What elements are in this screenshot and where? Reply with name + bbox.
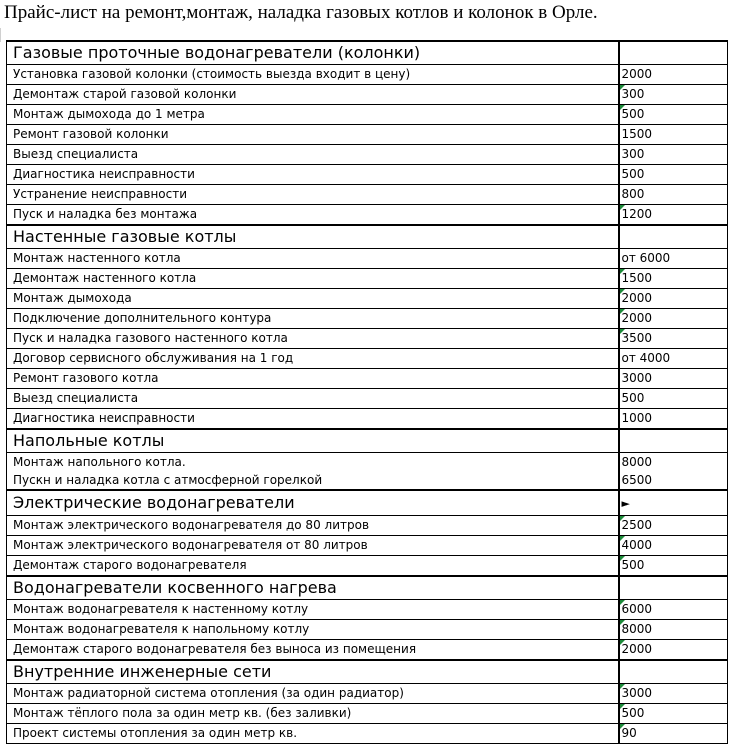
- section-heading[interactable]: Газовые проточные водонагреватели (колонки): [7, 41, 619, 65]
- section-header-row: [7, 490, 728, 516]
- table-row: [7, 704, 728, 724]
- price-cell[interactable]: [619, 105, 728, 125]
- price-value: 90: [621, 726, 637, 740]
- service-name-cell[interactable]: Проект системы отопления за один метр кв.: [7, 724, 619, 744]
- price-value: 500: [621, 558, 645, 572]
- table-row: [7, 165, 728, 185]
- price-value: от 4000: [621, 351, 671, 365]
- section-heading[interactable]: Настенные газовые котлы: [7, 225, 619, 249]
- price-cell[interactable]: [619, 205, 728, 226]
- service-name-cell[interactable]: Пуск и наладка газового настенного котла: [7, 329, 619, 349]
- price-value: 3000: [621, 371, 653, 385]
- section-heading-price-cell[interactable]: [619, 490, 728, 516]
- price-cell[interactable]: [619, 269, 728, 289]
- price-value: 2500: [621, 518, 653, 532]
- table-row: [7, 369, 728, 389]
- error-indicator-icon: [620, 536, 625, 541]
- error-indicator-icon: [620, 640, 625, 645]
- service-name-cell[interactable]: Монтаж дымохода до 1 метра: [7, 105, 619, 125]
- price-value: 3500: [621, 331, 653, 345]
- price-value: 8000: [621, 455, 653, 469]
- price-value: 8000: [621, 622, 653, 636]
- service-name-cell[interactable]: Монтаж радиаторной система отопления (за один радиатор): [7, 684, 619, 704]
- price-cell[interactable]: [619, 369, 728, 389]
- price-value: 500: [621, 107, 645, 121]
- error-indicator-icon: [620, 85, 625, 90]
- service-name-cell[interactable]: Монтаж дымохода: [7, 289, 619, 309]
- price-cell[interactable]: [619, 640, 728, 661]
- price-value: 6500: [621, 473, 653, 487]
- price-value: 1500: [621, 271, 653, 285]
- service-name-cell[interactable]: Монтаж водонагревателя к напольному котлу: [7, 620, 619, 640]
- table-row: [7, 349, 728, 369]
- section-heading-price-cell[interactable]: [619, 429, 728, 453]
- price-value: 6000: [621, 602, 653, 616]
- price-value: 800: [621, 187, 645, 201]
- service-name-cell[interactable]: Демонтаж старого водонагревателя без выноса из помещения: [7, 640, 619, 661]
- service-name-cell[interactable]: Выезд специалиста: [7, 145, 619, 165]
- section-heading[interactable]: Напольные котлы: [7, 429, 619, 453]
- price-cell[interactable]: [619, 125, 728, 145]
- section-header-row: [7, 429, 728, 453]
- price-value: 2000: [621, 311, 653, 325]
- error-indicator-icon: [620, 269, 625, 274]
- price-value: 1500: [621, 127, 653, 141]
- service-name-cell[interactable]: Ремонт газового котла: [7, 369, 619, 389]
- service-name-cell[interactable]: Монтаж электрического водонагревателя от 80 литров: [7, 536, 619, 556]
- table-row: [7, 684, 728, 704]
- service-name-cell[interactable]: Подключение дополнительного контура: [7, 309, 619, 329]
- price-value: 300: [621, 147, 645, 161]
- price-cell[interactable]: [619, 516, 728, 536]
- service-name-cell[interactable]: Ремонт газовой колонки: [7, 125, 619, 145]
- section-heading[interactable]: Электрические водонагреватели: [7, 490, 619, 516]
- section-header-row: [7, 576, 728, 600]
- section-heading-price-cell[interactable]: [619, 576, 728, 600]
- price-cell[interactable]: [619, 85, 728, 105]
- error-indicator-icon: [620, 556, 625, 561]
- service-name-cell[interactable]: [7, 453, 619, 491]
- price-cell[interactable]: [619, 309, 728, 329]
- table-row: [7, 724, 728, 744]
- section-heading-price-cell[interactable]: [619, 660, 728, 684]
- service-name-cell[interactable]: Выезд специалиста: [7, 389, 619, 409]
- price-value: 2000: [621, 67, 653, 81]
- section-header-row: [7, 41, 728, 65]
- price-value: от 6000: [621, 251, 671, 265]
- price-cell[interactable]: [619, 704, 728, 724]
- price-value: 2000: [621, 291, 653, 305]
- price-value: 3000: [621, 686, 653, 700]
- section-heading[interactable]: Внутренние инженерные сети: [7, 660, 619, 684]
- price-cell[interactable]: [619, 145, 728, 165]
- service-name-cell[interactable]: Демонтаж старого водонагревателя: [7, 556, 619, 577]
- service-name-cell[interactable]: Диагностика неисправности: [7, 409, 619, 430]
- table-row: [7, 145, 728, 165]
- price-value: 2000: [621, 642, 653, 656]
- table-row: [7, 620, 728, 640]
- price-value: 300: [621, 87, 645, 101]
- price-value: 1000: [621, 411, 653, 425]
- error-indicator-icon: [620, 684, 625, 689]
- table-row: [7, 600, 728, 620]
- price-value: 1200: [621, 207, 653, 221]
- price-value: 500: [621, 391, 645, 405]
- comment-indicator-icon: ►: [621, 497, 630, 510]
- price-cell[interactable]: [619, 556, 728, 577]
- price-cell[interactable]: [619, 65, 728, 85]
- service-name-line: Монтаж напольного котла.: [13, 455, 186, 469]
- service-name-cell[interactable]: Пуск и наладка без монтажа: [7, 205, 619, 226]
- service-name-cell[interactable]: Устранение неисправности: [7, 185, 619, 205]
- error-indicator-icon: [620, 205, 625, 210]
- service-name-cell[interactable]: Демонтаж старой газовой колонки: [7, 85, 619, 105]
- error-indicator-icon: [620, 724, 625, 729]
- price-cell[interactable]: [619, 536, 728, 556]
- table-row: [7, 289, 728, 309]
- price-cell[interactable]: [619, 329, 728, 349]
- section-heading-price-cell[interactable]: [619, 41, 728, 65]
- table-row: [7, 536, 728, 556]
- price-value: 500: [621, 167, 645, 181]
- error-indicator-icon: [620, 704, 625, 709]
- table-row: [7, 105, 728, 125]
- service-name-cell[interactable]: Монтаж тёплого пола за один метр кв. (без заливки): [7, 704, 619, 724]
- section-heading-price-cell[interactable]: [619, 225, 728, 249]
- table-row: [7, 640, 728, 661]
- table-row: [7, 85, 728, 105]
- price-cell[interactable]: [619, 409, 728, 430]
- page-title: Прайс-лист на ремонт,монтаж, наладка газовых котлов и колонок в Орле.: [4, 2, 598, 23]
- service-name-cell[interactable]: Демонтаж настенного котла: [7, 269, 619, 289]
- price-cell[interactable]: [619, 600, 728, 620]
- section-header-row: [7, 225, 728, 249]
- table-row: [7, 249, 728, 269]
- service-name-cell[interactable]: Договор сервисного обслуживания на 1 год: [7, 349, 619, 369]
- table-row: [7, 329, 728, 349]
- table-row: [7, 125, 728, 145]
- table-row: [7, 409, 728, 430]
- price-cell[interactable]: [619, 289, 728, 309]
- price-cell[interactable]: [619, 165, 728, 185]
- section-header-row: [7, 660, 728, 684]
- table-row: [7, 269, 728, 289]
- price-cell[interactable]: [619, 349, 728, 369]
- table-row: [7, 516, 728, 536]
- table-row: [7, 185, 728, 205]
- service-name-cell[interactable]: Установка газовой колонки (стоимость выезда входит в цену): [7, 65, 619, 85]
- error-indicator-icon: [620, 289, 625, 294]
- service-name-cell[interactable]: Монтаж водонагревателя к настенному котлу: [7, 600, 619, 620]
- price-cell[interactable]: [619, 249, 728, 269]
- price-cell[interactable]: [619, 389, 728, 409]
- table-row: [7, 65, 728, 85]
- price-cell[interactable]: [619, 453, 728, 491]
- price-value: 4000: [621, 538, 653, 552]
- error-indicator-icon: [620, 620, 625, 625]
- price-cell[interactable]: [619, 684, 728, 704]
- price-value: 500: [621, 706, 645, 720]
- service-name-line: Пускн и наладка котла с атмосферной горелкой: [13, 473, 323, 487]
- error-indicator-icon: [620, 329, 625, 334]
- table-row: [7, 309, 728, 329]
- price-cell[interactable]: [619, 724, 728, 744]
- price-cell[interactable]: [619, 185, 728, 205]
- error-indicator-icon: [620, 516, 625, 521]
- table-row: [7, 205, 728, 226]
- error-indicator-icon: [620, 309, 625, 314]
- service-name-cell[interactable]: Монтаж электрического водонагревателя до 80 литров: [7, 516, 619, 536]
- service-name-cell[interactable]: Диагностика неисправности: [7, 165, 619, 185]
- service-name-cell[interactable]: Монтаж настенного котла: [7, 249, 619, 269]
- section-heading[interactable]: Водонагреватели косвенного нагрева: [7, 576, 619, 600]
- price-table: [6, 40, 728, 744]
- error-indicator-icon: [620, 105, 625, 110]
- price-cell[interactable]: [619, 620, 728, 640]
- error-indicator-icon: [620, 600, 625, 605]
- table-row: [7, 389, 728, 409]
- table-row: [7, 453, 728, 491]
- table-row: [7, 556, 728, 577]
